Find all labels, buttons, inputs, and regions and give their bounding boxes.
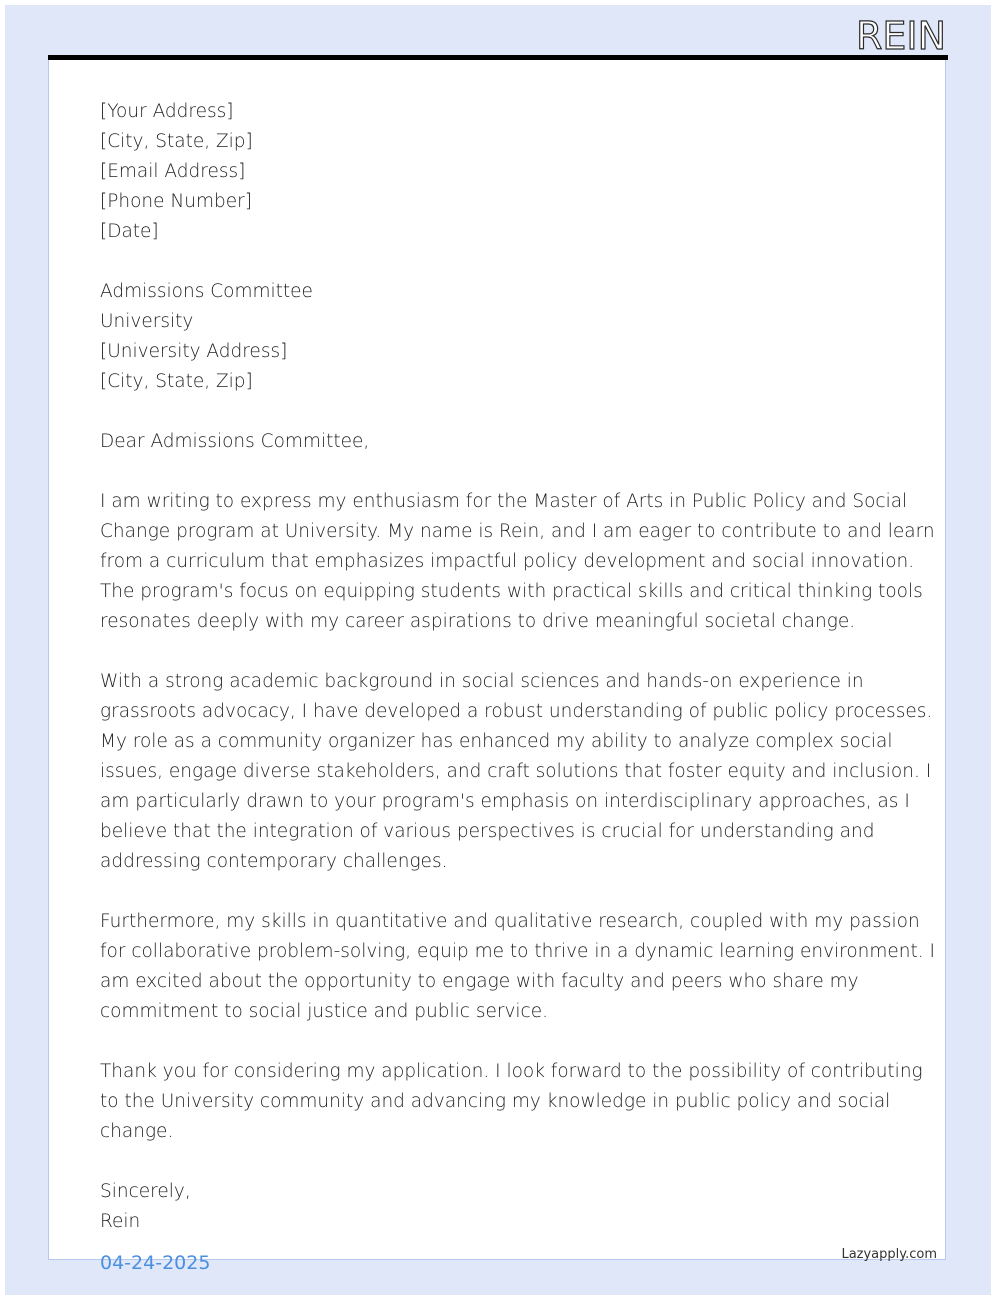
paragraph-line: am particularly drawn to your program's emphasis on interdisciplinary approaches, as I: [100, 791, 910, 812]
footer-date: 04-24-2025: [100, 1252, 211, 1274]
paragraph-line: addressing contemporary challenges.: [100, 851, 448, 872]
brand-logo: REIN: [855, 14, 946, 58]
recipient-block: [100, 277, 900, 397]
paragraph-line: With a strong academic background in social sciences and hands-on experience in: [100, 671, 864, 692]
paragraph-line: from a curriculum that emphasizes impactful policy development and social innovation.: [100, 551, 915, 572]
body-paragraph-2: [100, 667, 933, 877]
sender-phone: [Phone Number]: [100, 191, 252, 212]
header-rule: [48, 55, 948, 60]
paragraph-line: Thank you for considering my application. I look forward to the possibility of contributing: [100, 1061, 923, 1082]
recipient-address: [University Address]: [100, 341, 288, 362]
sender-email: [Email Address]: [100, 161, 246, 182]
paragraph-line: My role as a community organizer has enhanced my ability to analyze complex social: [100, 731, 893, 752]
sender-city-state-zip: [City, State, Zip]: [100, 131, 253, 152]
body-paragraph-4: [100, 1057, 923, 1147]
paragraph-line: for collaborative problem-solving, equip me to thrive in a dynamic learning environment. I: [100, 941, 935, 962]
sender-date: [Date]: [100, 221, 159, 242]
paragraph-line: Change program at University. My name is Rein, and I am eager to contribute to and learn: [100, 521, 935, 542]
salutation: Dear Admissions Committee,: [100, 431, 370, 452]
paragraph-line: am excited about the opportunity to engage with faculty and peers who share my: [100, 971, 859, 992]
paragraph-line: I am writing to express my enthusiasm for the Master of Arts in Public Policy and Social: [100, 491, 908, 512]
body-paragraph-3: [100, 907, 935, 1027]
sender-block: [100, 97, 900, 247]
body-paragraph-1: [100, 487, 935, 637]
paragraph-line: believe that the integration of various perspectives is crucial for understanding and: [100, 821, 875, 842]
paragraph-line: change.: [100, 1121, 174, 1142]
paragraph-line: grassroots advocacy, I have developed a robust understanding of public policy processes.: [100, 701, 933, 722]
paragraph-line: resonates deeply with my career aspirations to drive meaningful societal change.: [100, 611, 856, 632]
paragraph-line: Furthermore, my skills in quantitative and qualitative research, coupled with my passion: [100, 911, 920, 932]
paragraph-line: to the University community and advancing my knowledge in public policy and social: [100, 1091, 891, 1112]
paragraph-line: issues, engage diverse stakeholders, and craft solutions that foster equity and inclusion. I: [100, 761, 932, 782]
recipient-city-state-zip: [City, State, Zip]: [100, 371, 253, 392]
signature: Rein: [100, 1211, 141, 1232]
watermark-link[interactable]: Lazyapply.com: [841, 1247, 937, 1262]
paragraph-line: commitment to social justice and public service.: [100, 1001, 548, 1022]
sender-address: [Your Address]: [100, 101, 234, 122]
recipient-name: Admissions Committee: [100, 281, 313, 302]
paragraph-line: The program's focus on equipping students with practical skills and critical thinking tools: [100, 581, 923, 602]
letter-body: [100, 97, 935, 1237]
closing: Sincerely,: [100, 1181, 191, 1202]
recipient-institution: University: [100, 311, 194, 332]
